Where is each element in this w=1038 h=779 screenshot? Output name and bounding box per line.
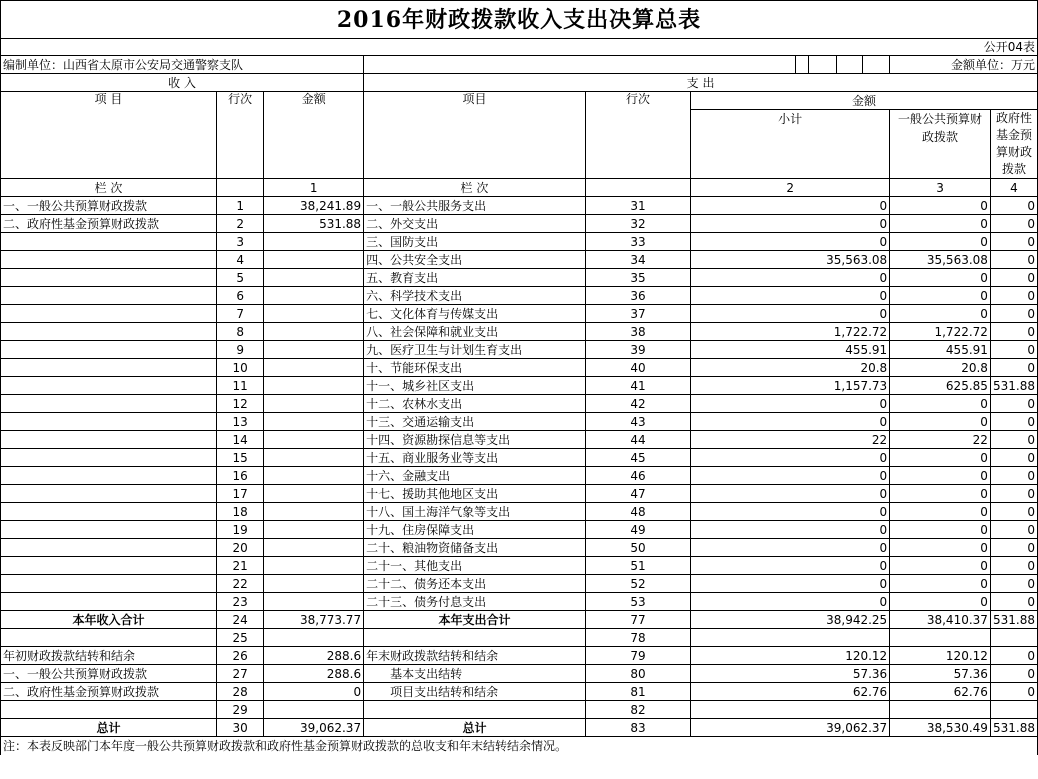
expense-item-cell: 十九、住房保障支出 xyxy=(364,521,586,539)
table-row xyxy=(1,683,1038,701)
gov-fund-cell: 0 xyxy=(990,683,1037,701)
income-item-cell xyxy=(1,629,217,647)
gov-fund-cell: 0 xyxy=(990,431,1037,449)
income-item-cell xyxy=(1,305,217,323)
subtotal-cell: 1,722.72 xyxy=(691,323,890,341)
gov-fund-cell: 0 xyxy=(990,467,1037,485)
subtotal-cell xyxy=(691,629,890,647)
expense-item-cell: 二十三、债务付息支出 xyxy=(364,593,586,611)
income-row-no-cell: 22 xyxy=(216,575,263,593)
gov-fund-cell: 0 xyxy=(990,341,1037,359)
expense-row-no-cell: 32 xyxy=(585,215,690,233)
expense-item-cell: 本年支出合计 xyxy=(364,611,586,629)
table-row xyxy=(1,485,1038,503)
gov-fund-header: 政府性基金预算财政拨款 xyxy=(990,110,1037,179)
expense-row-no-cell: 51 xyxy=(585,557,690,575)
subtotal-cell: 0 xyxy=(691,467,890,485)
expense-item-cell: 一、一般公共服务支出 xyxy=(364,197,586,215)
expense-row-no-cell: 83 xyxy=(585,719,690,737)
subtotal-cell: 0 xyxy=(691,215,890,233)
income-row-no-cell: 15 xyxy=(216,449,263,467)
expense-row-no-cell: 53 xyxy=(585,593,690,611)
income-item-cell: 一、一般公共预算财政拨款 xyxy=(1,665,217,683)
general-budget-cell: 0 xyxy=(890,575,991,593)
table-row xyxy=(1,629,1038,647)
expense-item-cell: 十八、国土海洋气象等支出 xyxy=(364,503,586,521)
gov-fund-cell: 0 xyxy=(990,197,1037,215)
subtotal-cell: 1,157.73 xyxy=(691,377,890,395)
income-amount-cell xyxy=(264,323,364,341)
income-row-no-cell: 28 xyxy=(216,683,263,701)
income-header: 收 入 xyxy=(1,74,364,92)
income-row-no-cell: 29 xyxy=(216,701,263,719)
subtotal-cell: 0 xyxy=(691,593,890,611)
subtotal-cell: 22 xyxy=(691,431,890,449)
income-item-cell xyxy=(1,701,217,719)
currency-unit: 金额单位：万元 xyxy=(890,56,1038,74)
table-row xyxy=(1,575,1038,593)
income-amount-cell xyxy=(264,269,364,287)
income-amount-cell xyxy=(264,431,364,449)
subtotal-cell: 57.36 xyxy=(691,665,890,683)
expense-item-cell: 八、社会保障和就业支出 xyxy=(364,323,586,341)
table-row xyxy=(1,467,1038,485)
income-item-cell xyxy=(1,341,217,359)
table-row xyxy=(1,215,1038,233)
income-amount-cell: 531.88 xyxy=(264,215,364,233)
table-row xyxy=(1,431,1038,449)
general-budget-cell: 38,530.49 xyxy=(890,719,991,737)
income-row-no-cell: 23 xyxy=(216,593,263,611)
subtotal-cell: 0 xyxy=(691,539,890,557)
income-row-no-cell: 8 xyxy=(216,323,263,341)
income-item-cell xyxy=(1,503,217,521)
expense-row-no-cell: 43 xyxy=(585,413,690,431)
income-item-cell xyxy=(1,287,217,305)
report-title: 2016年财政拨款收入支出决算总表 xyxy=(1,1,1038,39)
expense-row-no-cell: 47 xyxy=(585,485,690,503)
gov-fund-cell: 0 xyxy=(990,251,1037,269)
subtotal-cell: 0 xyxy=(691,413,890,431)
general-budget-cell: 0 xyxy=(890,485,991,503)
table-row xyxy=(1,503,1038,521)
income-amount-cell: 38,773.77 xyxy=(264,611,364,629)
expense-item-cell: 九、医疗卫生与计划生育支出 xyxy=(364,341,586,359)
table-row xyxy=(1,413,1038,431)
income-item-cell xyxy=(1,377,217,395)
income-row-no-cell: 13 xyxy=(216,413,263,431)
table-row xyxy=(1,197,1038,215)
general-budget-cell: 0 xyxy=(890,395,991,413)
income-row-no-cell: 5 xyxy=(216,269,263,287)
col-number: 1 xyxy=(264,179,364,197)
gov-fund-cell: 0 xyxy=(990,485,1037,503)
gov-fund-cell: 0 xyxy=(990,665,1037,683)
general-budget-cell: 0 xyxy=(890,197,991,215)
income-amount-cell: 0 xyxy=(264,683,364,701)
income-row-no-cell: 20 xyxy=(216,539,263,557)
income-amount-cell: 39,062.37 xyxy=(264,719,364,737)
expense-row-no-cell: 80 xyxy=(585,665,690,683)
col-number: 3 xyxy=(890,179,991,197)
expense-item-cell: 十三、交通运输支出 xyxy=(364,413,586,431)
income-item-cell xyxy=(1,323,217,341)
general-budget-cell: 0 xyxy=(890,287,991,305)
expense-item-cell: 总计 xyxy=(364,719,586,737)
general-budget-cell: 1,722.72 xyxy=(890,323,991,341)
income-item-cell xyxy=(1,467,217,485)
income-amount-cell: 288.6 xyxy=(264,647,364,665)
col-label-left: 栏 次 xyxy=(1,179,217,197)
general-budget-cell: 35,563.08 xyxy=(890,251,991,269)
income-amount-cell xyxy=(264,377,364,395)
expense-item-cell: 四、公共安全支出 xyxy=(364,251,586,269)
subtotal-cell xyxy=(691,701,890,719)
gov-fund-cell: 0 xyxy=(990,647,1037,665)
table-row xyxy=(1,611,1038,629)
expense-item-cell: 十四、资源勘探信息等支出 xyxy=(364,431,586,449)
income-amount-cell xyxy=(264,575,364,593)
expense-item-cell: 六、科学技术支出 xyxy=(364,287,586,305)
gov-fund-cell: 0 xyxy=(990,305,1037,323)
subtotal-cell: 38,942.25 xyxy=(691,611,890,629)
income-row-no-cell: 19 xyxy=(216,521,263,539)
income-amount-cell xyxy=(264,539,364,557)
expense-item-cell: 十一、城乡社区支出 xyxy=(364,377,586,395)
expense-row-no-cell: 45 xyxy=(585,449,690,467)
gov-fund-cell: 0 xyxy=(990,287,1037,305)
general-budget-cell: 0 xyxy=(890,503,991,521)
gov-fund-cell: 0 xyxy=(990,539,1037,557)
income-row-no-cell: 6 xyxy=(216,287,263,305)
income-amount-cell xyxy=(264,629,364,647)
table-row xyxy=(1,377,1038,395)
income-amount-cell xyxy=(264,467,364,485)
general-budget-cell: 0 xyxy=(890,269,991,287)
expense-row-no-cell: 49 xyxy=(585,521,690,539)
expense-row-no-cell: 52 xyxy=(585,575,690,593)
expense-item-cell: 十、节能环保支出 xyxy=(364,359,586,377)
expense-row-no-cell: 42 xyxy=(585,395,690,413)
income-amount-cell xyxy=(264,233,364,251)
gov-fund-cell: 531.88 xyxy=(990,719,1037,737)
subtotal-cell: 0 xyxy=(691,197,890,215)
expense-item-cell: 十二、农林水支出 xyxy=(364,395,586,413)
general-budget-cell: 455.91 xyxy=(890,341,991,359)
gov-fund-cell: 0 xyxy=(990,323,1037,341)
general-budget-cell: 0 xyxy=(890,413,991,431)
table-row xyxy=(1,539,1038,557)
subtotal-cell: 0 xyxy=(691,269,890,287)
expense-row-no-cell: 36 xyxy=(585,287,690,305)
expense-item-cell: 五、教育支出 xyxy=(364,269,586,287)
general-budget-cell: 20.8 xyxy=(890,359,991,377)
expense-row-no-cell: 78 xyxy=(585,629,690,647)
income-item-cell xyxy=(1,485,217,503)
income-item-cell xyxy=(1,233,217,251)
subtotal-cell: 455.91 xyxy=(691,341,890,359)
table-row xyxy=(1,647,1038,665)
expense-row-no-cell: 40 xyxy=(585,359,690,377)
income-item-cell: 二、政府性基金预算财政拨款 xyxy=(1,215,217,233)
income-item-cell xyxy=(1,395,217,413)
reporting-unit: 编制单位：山西省太原市公安局交通警察支队 xyxy=(1,56,364,74)
general-budget-cell: 57.36 xyxy=(890,665,991,683)
income-row-no-cell: 26 xyxy=(216,647,263,665)
expense-item-cell: 十七、援助其他地区支出 xyxy=(364,485,586,503)
income-amount-header: 金额 xyxy=(264,92,364,179)
subtotal-cell: 20.8 xyxy=(691,359,890,377)
income-amount-cell xyxy=(264,395,364,413)
col-label-right: 栏 次 xyxy=(364,179,586,197)
general-budget-cell: 625.85 xyxy=(890,377,991,395)
income-row-no-cell: 27 xyxy=(216,665,263,683)
income-item-cell xyxy=(1,539,217,557)
expense-item-cell: 基本支出结转 xyxy=(364,665,586,683)
table-row xyxy=(1,593,1038,611)
general-budget-cell xyxy=(890,701,991,719)
subtotal-cell: 0 xyxy=(691,395,890,413)
table-row xyxy=(1,287,1038,305)
subtotal-cell: 0 xyxy=(691,233,890,251)
table-row xyxy=(1,305,1038,323)
subtotal-cell: 0 xyxy=(691,449,890,467)
gov-fund-cell: 0 xyxy=(990,449,1037,467)
income-amount-cell xyxy=(264,287,364,305)
income-row-no-cell: 4 xyxy=(216,251,263,269)
income-row-no-cell: 11 xyxy=(216,377,263,395)
expense-item-cell: 二十一、其他支出 xyxy=(364,557,586,575)
expense-row-no-cell: 34 xyxy=(585,251,690,269)
table-row xyxy=(1,557,1038,575)
income-row-no-cell: 10 xyxy=(216,359,263,377)
general-budget-cell: 62.76 xyxy=(890,683,991,701)
table-row xyxy=(1,719,1038,737)
general-budget-cell: 22 xyxy=(890,431,991,449)
subtotal-cell: 62.76 xyxy=(691,683,890,701)
gov-fund-cell: 531.88 xyxy=(990,377,1037,395)
income-row-no-cell: 1 xyxy=(216,197,263,215)
gov-fund-cell: 0 xyxy=(990,269,1037,287)
income-row-no-header: 行次 xyxy=(216,92,263,179)
gov-fund-cell xyxy=(990,629,1037,647)
form-code: 公开04表 xyxy=(1,39,1038,56)
income-row-no-cell: 9 xyxy=(216,341,263,359)
income-row-no-cell: 7 xyxy=(216,305,263,323)
general-budget-header: 一般公共预算财政拨款 xyxy=(890,110,991,179)
general-budget-cell: 0 xyxy=(890,539,991,557)
income-item-cell xyxy=(1,251,217,269)
expense-row-no-cell: 48 xyxy=(585,503,690,521)
expense-item-cell: 项目支出结转和结余 xyxy=(364,683,586,701)
gov-fund-cell: 0 xyxy=(990,395,1037,413)
subtotal-cell: 0 xyxy=(691,557,890,575)
expense-item-cell: 十六、金融支出 xyxy=(364,467,586,485)
general-budget-cell: 0 xyxy=(890,233,991,251)
table-row xyxy=(1,233,1038,251)
income-row-no-cell: 3 xyxy=(216,233,263,251)
table-row xyxy=(1,269,1038,287)
gov-fund-cell: 0 xyxy=(990,215,1037,233)
income-item-cell xyxy=(1,521,217,539)
subtotal-cell: 120.12 xyxy=(691,647,890,665)
gov-fund-cell: 0 xyxy=(990,521,1037,539)
gov-fund-cell: 0 xyxy=(990,557,1037,575)
income-row-no-cell: 12 xyxy=(216,395,263,413)
subtotal-cell: 0 xyxy=(691,521,890,539)
col-number: 2 xyxy=(691,179,890,197)
expense-item-cell: 三、国防支出 xyxy=(364,233,586,251)
table-row xyxy=(1,251,1038,269)
income-row-no-cell: 24 xyxy=(216,611,263,629)
income-item-cell: 一、一般公共预算财政拨款 xyxy=(1,197,217,215)
income-amount-cell xyxy=(264,485,364,503)
expense-row-no-cell: 31 xyxy=(585,197,690,215)
col-number: 4 xyxy=(990,179,1037,197)
table-row xyxy=(1,341,1038,359)
income-amount-cell xyxy=(264,557,364,575)
table-row xyxy=(1,521,1038,539)
general-budget-cell: 38,410.37 xyxy=(890,611,991,629)
income-row-no-cell: 30 xyxy=(216,719,263,737)
general-budget-cell: 0 xyxy=(890,467,991,485)
income-amount-cell: 38,241.89 xyxy=(264,197,364,215)
gov-fund-cell: 0 xyxy=(990,233,1037,251)
income-row-no-cell: 2 xyxy=(216,215,263,233)
income-row-no-cell: 17 xyxy=(216,485,263,503)
expense-header: 支 出 xyxy=(364,74,1038,92)
expense-item-cell xyxy=(364,701,586,719)
income-item-header: 项 目 xyxy=(1,92,217,179)
income-item-cell xyxy=(1,413,217,431)
table-row xyxy=(1,359,1038,377)
income-row-no-cell: 14 xyxy=(216,431,263,449)
expense-row-no-cell: 35 xyxy=(585,269,690,287)
general-budget-cell: 0 xyxy=(890,449,991,467)
expense-row-no-cell: 79 xyxy=(585,647,690,665)
gov-fund-cell: 0 xyxy=(990,359,1037,377)
subtotal-header: 小计 xyxy=(691,110,890,179)
expense-amount-header: 金额 xyxy=(691,92,1038,110)
general-budget-cell xyxy=(890,629,991,647)
general-budget-cell: 0 xyxy=(890,305,991,323)
expense-row-no-cell: 41 xyxy=(585,377,690,395)
general-budget-cell: 0 xyxy=(890,593,991,611)
income-row-no-cell: 18 xyxy=(216,503,263,521)
general-budget-cell: 120.12 xyxy=(890,647,991,665)
gov-fund-cell: 0 xyxy=(990,503,1037,521)
income-item-cell xyxy=(1,431,217,449)
income-amount-cell: 288.6 xyxy=(264,665,364,683)
expense-row-no-cell: 38 xyxy=(585,323,690,341)
income-amount-cell xyxy=(264,701,364,719)
income-item-cell: 总计 xyxy=(1,719,217,737)
income-amount-cell xyxy=(264,341,364,359)
expense-item-cell: 二十、粮油物资储备支出 xyxy=(364,539,586,557)
subtotal-cell: 35,563.08 xyxy=(691,251,890,269)
income-item-cell xyxy=(1,557,217,575)
subtotal-cell: 0 xyxy=(691,287,890,305)
subtotal-cell: 0 xyxy=(691,575,890,593)
expense-row-no-cell: 81 xyxy=(585,683,690,701)
income-amount-cell xyxy=(264,251,364,269)
expense-row-no-cell: 46 xyxy=(585,467,690,485)
expense-row-no-cell: 33 xyxy=(585,233,690,251)
income-amount-cell xyxy=(264,593,364,611)
expense-row-no-cell: 39 xyxy=(585,341,690,359)
expense-item-cell: 十五、商业服务业等支出 xyxy=(364,449,586,467)
income-item-cell xyxy=(1,593,217,611)
subtotal-cell: 0 xyxy=(691,485,890,503)
expense-row-no-cell: 82 xyxy=(585,701,690,719)
expense-item-cell: 七、文化体育与传媒支出 xyxy=(364,305,586,323)
expense-item-cell xyxy=(364,629,586,647)
general-budget-cell: 0 xyxy=(890,521,991,539)
expense-row-no-cell: 44 xyxy=(585,431,690,449)
expense-row-no-cell: 77 xyxy=(585,611,690,629)
income-row-no-cell: 25 xyxy=(216,629,263,647)
expense-item-header: 项目 xyxy=(364,92,586,179)
income-amount-cell xyxy=(264,449,364,467)
income-item-cell xyxy=(1,269,217,287)
subtotal-cell: 0 xyxy=(691,503,890,521)
general-budget-cell: 0 xyxy=(890,215,991,233)
table-row xyxy=(1,449,1038,467)
gov-fund-cell xyxy=(990,701,1037,719)
gov-fund-cell: 0 xyxy=(990,413,1037,431)
expense-item-cell: 二、外交支出 xyxy=(364,215,586,233)
income-item-cell: 二、政府性基金预算财政拨款 xyxy=(1,683,217,701)
subtotal-cell: 0 xyxy=(691,305,890,323)
general-budget-cell: 0 xyxy=(890,557,991,575)
income-amount-cell xyxy=(264,413,364,431)
income-item-cell xyxy=(1,359,217,377)
expense-row-no-header: 行次 xyxy=(585,92,690,179)
income-item-cell xyxy=(1,449,217,467)
gov-fund-cell: 531.88 xyxy=(990,611,1037,629)
footnote: 注：本表反映部门本年度一般公共预算财政拨款和政府性基金预算财政拨款的总收支和年末结转结余情况。 xyxy=(1,737,1038,755)
expense-item-cell: 二十二、债务还本支出 xyxy=(364,575,586,593)
income-amount-cell xyxy=(264,503,364,521)
income-item-cell: 年初财政拨款结转和结余 xyxy=(1,647,217,665)
expense-item-cell: 年末财政拨款结转和结余 xyxy=(364,647,586,665)
income-row-no-cell: 21 xyxy=(216,557,263,575)
table-row xyxy=(1,665,1038,683)
expense-row-no-cell: 50 xyxy=(585,539,690,557)
gov-fund-cell: 0 xyxy=(990,593,1037,611)
table-row xyxy=(1,701,1038,719)
income-item-cell: 本年收入合计 xyxy=(1,611,217,629)
income-amount-cell xyxy=(264,305,364,323)
table-row xyxy=(1,323,1038,341)
gov-fund-cell: 0 xyxy=(990,575,1037,593)
expense-row-no-cell: 37 xyxy=(585,305,690,323)
income-amount-cell xyxy=(264,521,364,539)
subtotal-cell: 39,062.37 xyxy=(691,719,890,737)
income-amount-cell xyxy=(264,359,364,377)
table-row xyxy=(1,395,1038,413)
income-row-no-cell: 16 xyxy=(216,467,263,485)
income-item-cell xyxy=(1,575,217,593)
